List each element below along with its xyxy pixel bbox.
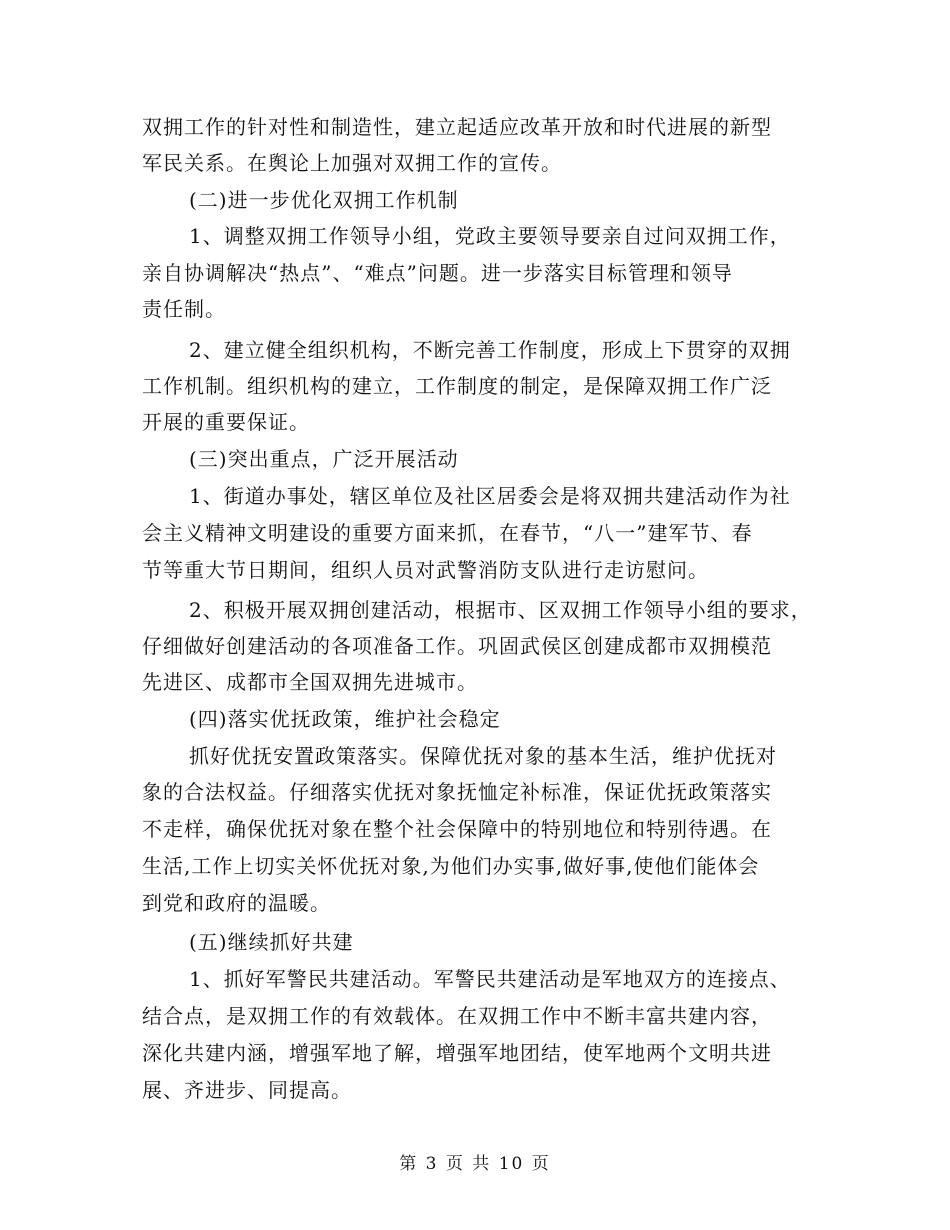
body-text-line: 展、齐进步、同提高。 bbox=[142, 1078, 352, 1102]
body-text-line: 先进区、成都市全国双拥先进城市。 bbox=[142, 670, 478, 694]
section-heading: (三)突出重点，广泛开展活动 bbox=[189, 447, 459, 471]
body-text-line: 仔细做好创建活动的各项准备工作。巩固武侯区创建成都市双拥模范 bbox=[142, 634, 772, 658]
body-text-line: 2、建立健全组织机构，不断完善工作制度，形成上下贯穿的双拥 bbox=[189, 338, 791, 362]
body-text-line: 1、调整双拥工作领导小组，党政主要领导要亲自过问双拥工作， bbox=[189, 224, 791, 248]
body-text-line: 双拥工作的针对性和制造性，建立起适应改革开放和时代进展的新型 bbox=[142, 115, 772, 139]
body-text-line: 节等重大节日期间，组织人员对武警消防支队进行走访慰问。 bbox=[142, 558, 709, 582]
body-text-line: 不走样，确保优抚对象在整个社会保障中的特别地位和特别待遇。在 bbox=[142, 817, 772, 841]
page-number-footer: 第 3 页 共 10 页 bbox=[399, 1154, 551, 1174]
body-text-line: 2、积极开展双拥创建活动，根据市、区双拥工作领导小组的要求， bbox=[189, 598, 812, 622]
body-text-line: 到党和政府的温暖。 bbox=[142, 891, 331, 915]
section-heading: (二)进一步优化双拥工作机制 bbox=[189, 188, 459, 212]
body-text-line: 责任制。 bbox=[142, 297, 226, 321]
body-text-line: 会主义精神文明建设的重要方面来抓，在春节，“八一”建军节、春 bbox=[142, 521, 753, 545]
body-text-line: 深化共建内涵，增强军地了解，增强军地团结，使军地两个文明共进 bbox=[142, 1041, 772, 1065]
body-text-line: 象的合法权益。仔细落实优抚对象抚恤定补标准，保证优抚政策落实 bbox=[142, 780, 772, 804]
section-heading: (四)落实优抚政策，维护社会稳定 bbox=[189, 707, 501, 731]
body-text-line: 开展的重要保证。 bbox=[142, 410, 310, 434]
body-text-line: 亲自协调解决“热点”、“难点”问题。进一步落实目标管理和领导 bbox=[142, 261, 733, 285]
body-text-line: 生活,工作上切实关怀优抚对象,为他们办实事,做好事,使他们能体会 bbox=[142, 854, 760, 878]
body-text-line: 抓好优抚安置政策落实。保障优抚对象的基本生活，维护优抚对 bbox=[189, 744, 777, 768]
section-heading: (五)继续抓好共建 bbox=[189, 930, 354, 954]
body-text-line: 军民关系。在舆论上加强对双拥工作的宣传。 bbox=[142, 151, 562, 175]
body-text-line: 1、抓好军警民共建活动。军警民共建活动是军地双方的连接点、 bbox=[189, 967, 791, 991]
body-text-line: 工作机制。组织机构的建立，工作制度的制定，是保障双拥工作广泛 bbox=[142, 374, 772, 398]
body-text-line: 1、街道办事处，辖区单位及社区居委会是将双拥共建活动作为社 bbox=[189, 484, 791, 508]
body-text-line: 结合点，是双拥工作的有效载体。在双拥工作中不断丰富共建内容， bbox=[142, 1004, 772, 1028]
